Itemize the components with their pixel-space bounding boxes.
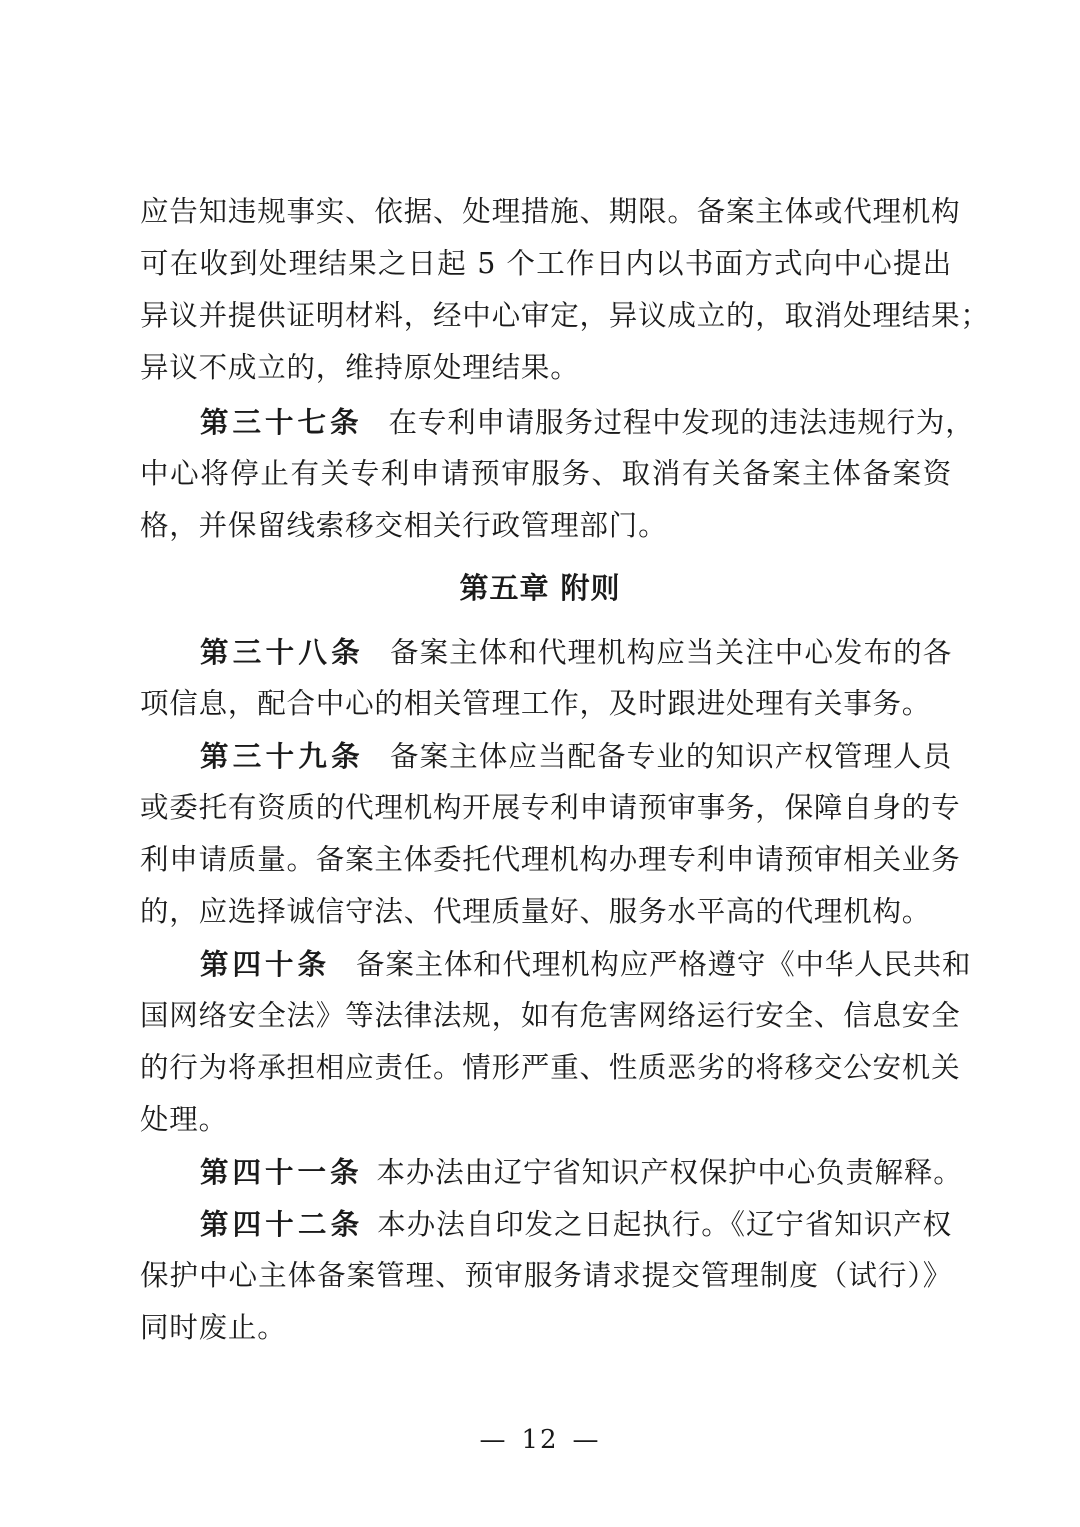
article-39-line: 利申请质量。备案主体委托代理机构办理专利申请预审相关业务 bbox=[140, 843, 961, 876]
article-37-line bbox=[200, 396, 975, 448]
article-42-text: 本办法自印发之日起执行。《辽宁省知识产权 bbox=[377, 1208, 952, 1241]
article-42-line bbox=[200, 1198, 952, 1250]
article-37-line: 中心将停止有关专利申请预审服务、取消有关备案主体备案资 bbox=[140, 457, 952, 490]
article-42-line: 保护中心主体备案管理、预审服务请求提交管理制度（试行）》 bbox=[140, 1259, 952, 1292]
article-42-line: 同时废止。 bbox=[140, 1311, 287, 1344]
article-40-line: 的行为将承担相应责任。情形严重、性质恶劣的将移交公安机关 bbox=[140, 1051, 961, 1084]
page-number-value: 12 bbox=[521, 1425, 559, 1455]
page-number-dash-right: — bbox=[572, 1425, 601, 1455]
article-37-number: 第三十七条 bbox=[200, 405, 363, 439]
article-40-text: 备案主体和代理机构应严格遵守《中华人民共和 bbox=[356, 948, 972, 981]
article-40-line bbox=[200, 938, 972, 990]
article-38-text: 备案主体和代理机构应当关注中心发布的各 bbox=[389, 636, 952, 669]
article-38-line bbox=[200, 626, 952, 678]
article-40-number: 第四十条 bbox=[200, 947, 331, 981]
paragraph-line: 异议并提供证明材料，经中心审定，异议成立的，取消处理结果； bbox=[140, 299, 990, 332]
page-number-dash-left: — bbox=[479, 1425, 508, 1455]
article-41-line bbox=[200, 1146, 963, 1198]
article-38-line: 项信息，配合中心的相关管理工作，及时跟进处理有关事务。 bbox=[140, 687, 932, 720]
chapter-heading: 第五章 附则 bbox=[459, 571, 621, 605]
article-41-number: 第四十一条 bbox=[200, 1155, 363, 1189]
article-39-line: 的，应选择诚信守法、代理质量好、服务水平高的代理机构。 bbox=[140, 895, 932, 928]
article-38-number: 第三十八条 bbox=[200, 635, 364, 669]
paragraph-line: 异议不成立的，维持原处理结果。 bbox=[140, 351, 580, 384]
article-41-text: 本办法由辽宁省知识产权保护中心负责解释。 bbox=[376, 1156, 963, 1189]
article-40-line: 国网络安全法》等法律法规，如有危害网络运行安全、信息安全 bbox=[140, 999, 961, 1032]
article-37-line: 格，并保留线索移交相关行政管理部门。 bbox=[140, 509, 668, 542]
paragraph-line: 可在收到处理结果之日起 5 个工作日内以书面方式向中心提出 bbox=[140, 247, 952, 280]
article-39-line bbox=[200, 730, 952, 782]
article-39-number: 第三十九条 bbox=[200, 739, 364, 773]
article-37-text: 在专利申请服务过程中发现的违法违规行为， bbox=[388, 406, 975, 439]
paragraph-line: 应告知违规事实、依据、处理措施、期限。备案主体或代理机构 bbox=[140, 195, 961, 228]
page-number bbox=[0, 1420, 1080, 1460]
article-39-line: 或委托有资质的代理机构开展专利申请预审事务，保障自身的专 bbox=[140, 791, 961, 824]
article-40-line: 处理。 bbox=[140, 1103, 228, 1136]
article-39-text: 备案主体应当配备专业的知识产权管理人员 bbox=[389, 740, 952, 773]
article-42-number: 第四十二条 bbox=[200, 1207, 364, 1241]
